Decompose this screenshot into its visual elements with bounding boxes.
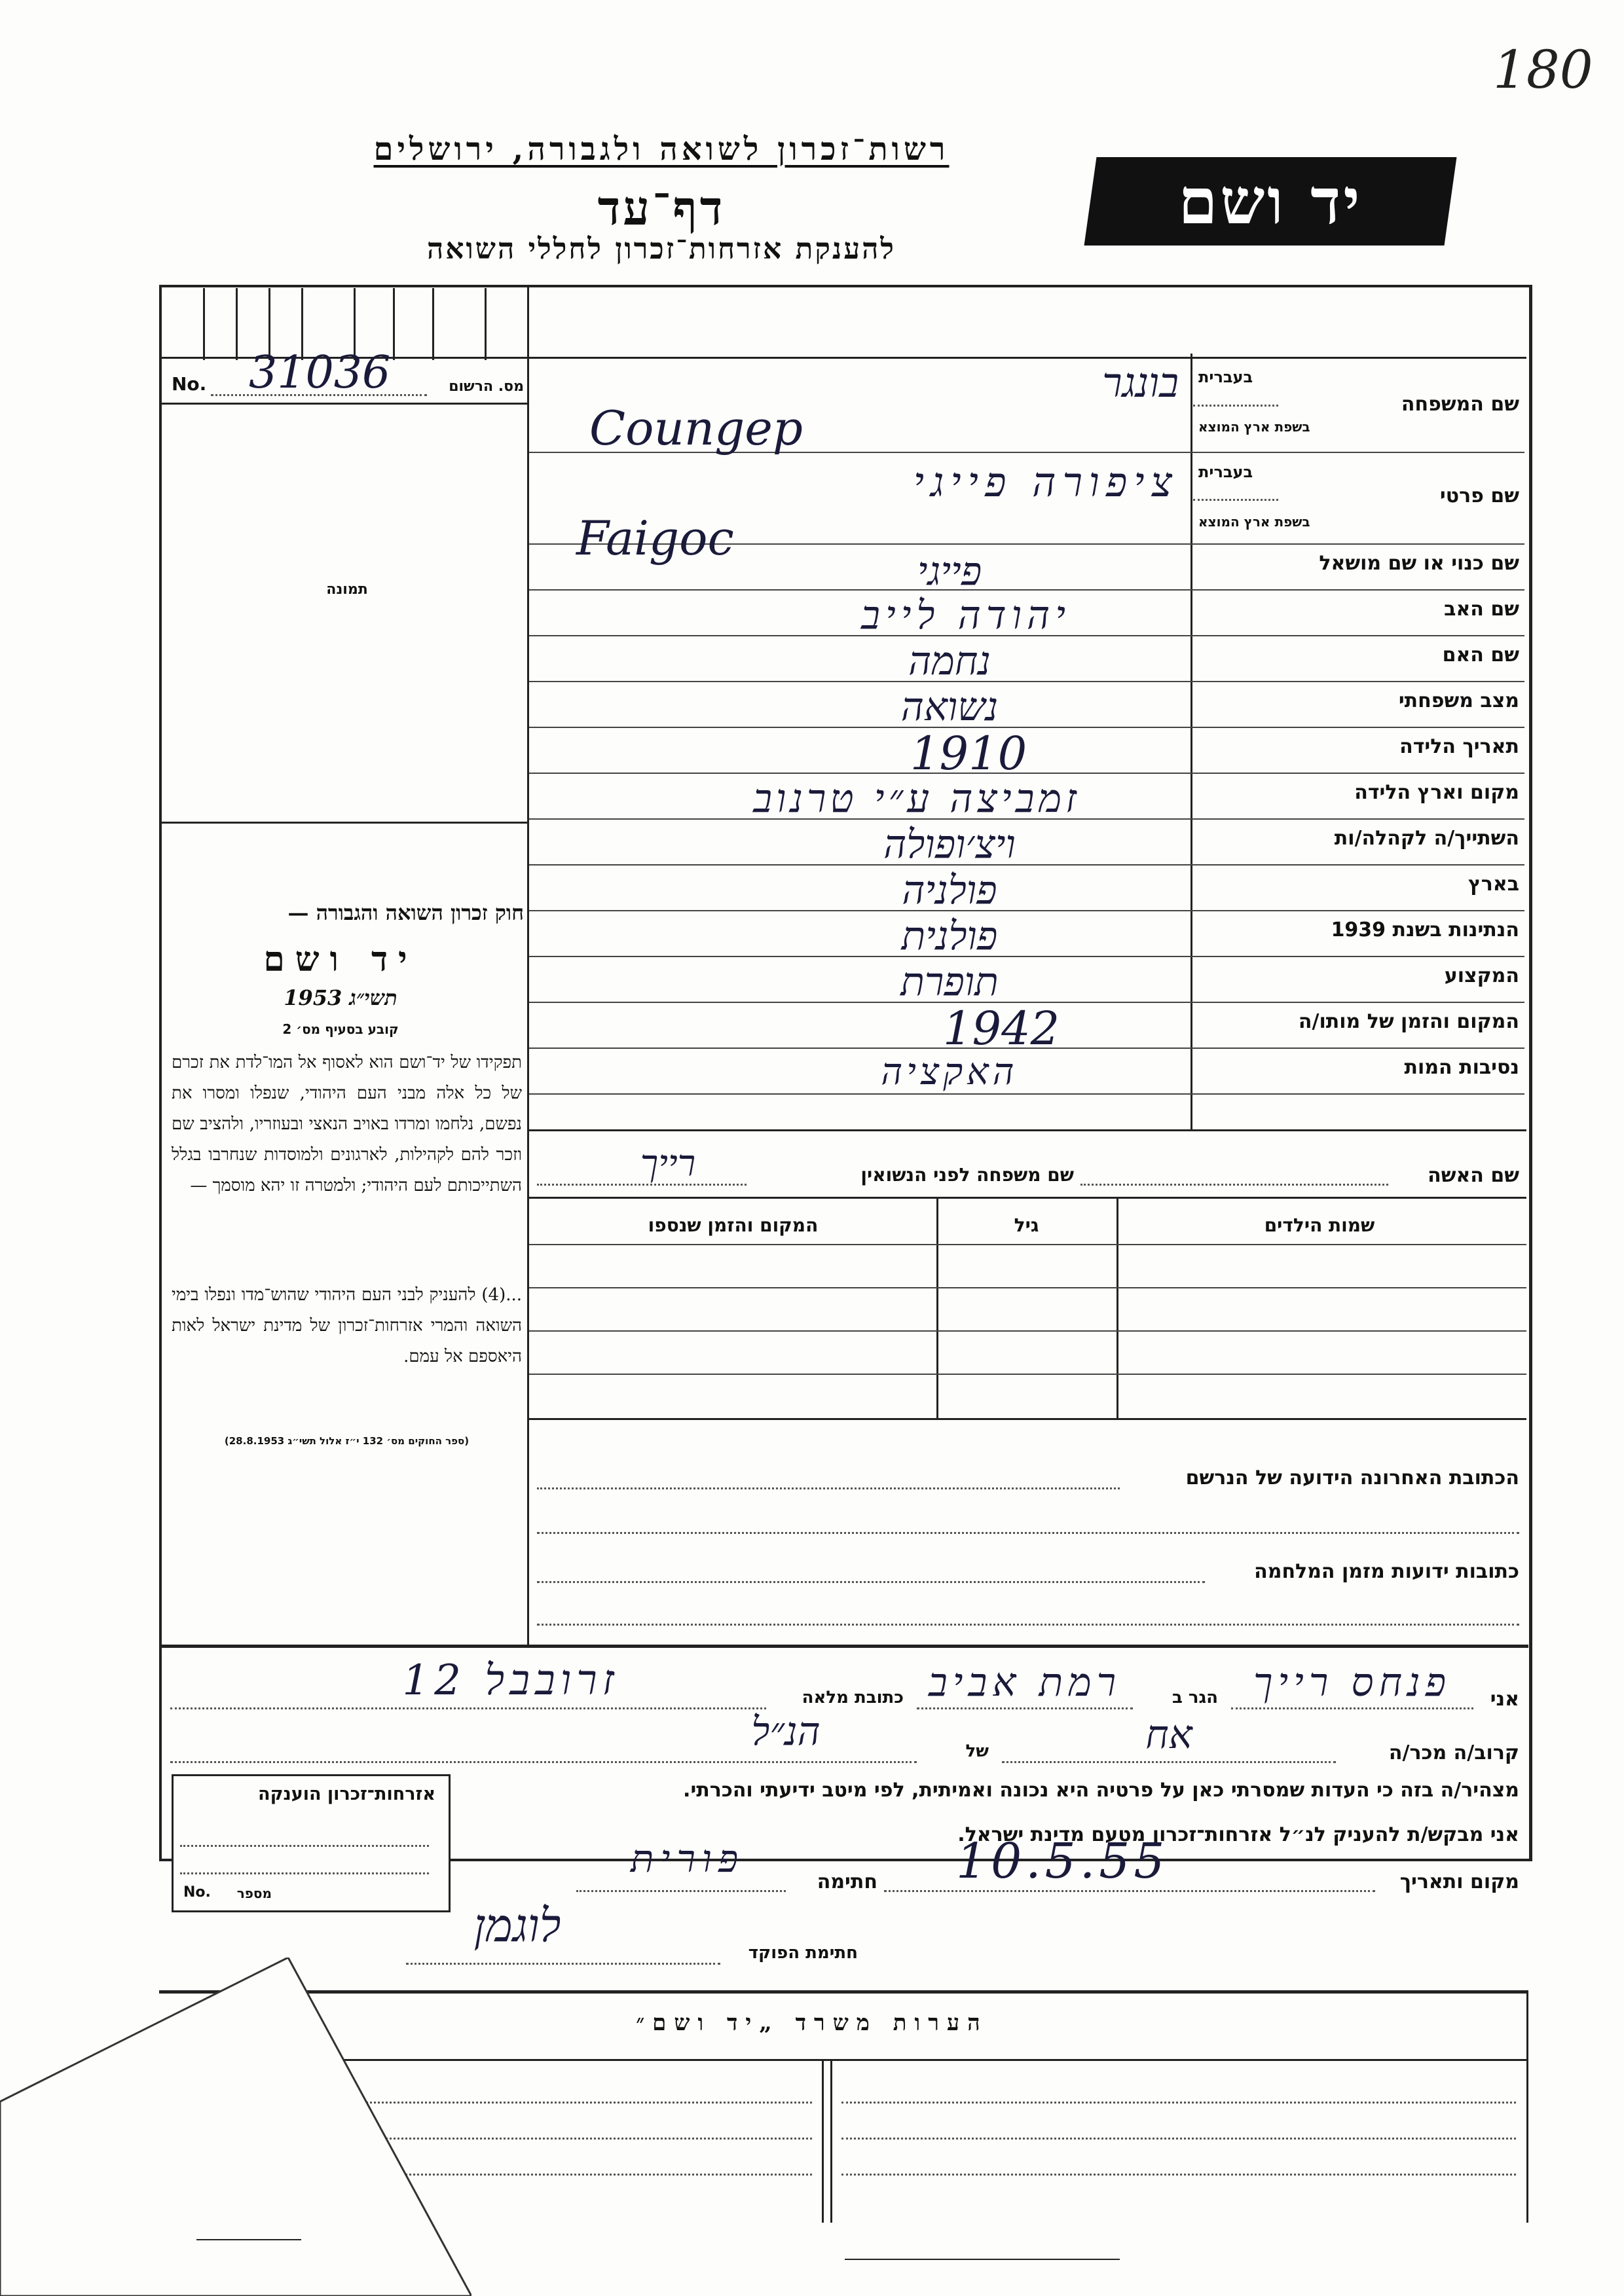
country-label: בארץ [1467, 873, 1519, 896]
surname-hebrew-sublabel: בעברית [1198, 368, 1253, 386]
children-col-divider [1116, 1197, 1118, 1419]
country-value: פולניה [902, 867, 997, 913]
law-paragraph-2: ...(4) להעניק לבני העם היהודי שהוש־מדו ונפלו בימי השואה והמרי אזרחות־זכרון של מדינת ישראל לאות היאספם אל עמם. [172, 1285, 522, 1366]
declarant-signature: פורית [630, 1836, 745, 1881]
children-col-divider [936, 1197, 938, 1419]
logo-text: יד ושם [1178, 164, 1363, 238]
law-year: תשי״ג 1953 [284, 985, 397, 1010]
law-reference: (ספר החוקים מס׳ 132 י״ז אלול תשי״ג 28.8.1953) [224, 1435, 470, 1447]
form-subtitle: להענקת אזרחות־זכרון לחללי השואה [426, 232, 896, 266]
profession-value: תופרת [900, 959, 999, 1005]
wartime-address-line-2 [537, 1624, 1519, 1626]
children-bottom-rule [529, 1418, 1526, 1420]
children-age-header: גיל [1014, 1214, 1039, 1236]
law-clause: קובע בסעיף מס׳ 2 [282, 1021, 399, 1037]
declarant-name: פנחס רייך [1253, 1660, 1452, 1705]
place-date-line [884, 1890, 1375, 1892]
signature-line [576, 1890, 786, 1892]
office-notes-title: הערות משרד „יד ושם״ [636, 2010, 988, 2036]
office-notes-divider [822, 2059, 824, 2223]
nationality-label: הנתינות בשנת 1939 [1331, 919, 1519, 941]
firstname-hebrew-value: ציפורה פייגי [913, 458, 1179, 506]
officer-signature: לוגמן [473, 1899, 561, 1952]
father-name-value: יהודה לייב [861, 592, 1071, 638]
relation-line [1002, 1761, 1336, 1763]
birth-date-label: תאריך הלידה [1399, 735, 1519, 758]
death-place-time-value: 1942 [943, 1002, 1060, 1055]
address-label: כתובת מלאה [802, 1688, 904, 1707]
office-note-line [841, 2102, 1516, 2104]
grid-cell-line [432, 288, 434, 360]
nationality-value: פולנית [901, 913, 998, 959]
relation-label: קרוב/ה מכר/ה [1388, 1741, 1519, 1764]
office-note-line [841, 2138, 1516, 2140]
surname-label: שם המשפחה [1401, 393, 1519, 416]
office-notes-right-edge [1526, 1990, 1528, 2223]
declarant-date: 10.5.55 [956, 1833, 1169, 1889]
citizenship-box-line [180, 1845, 429, 1847]
surname-origin-value: Coungep [589, 401, 803, 456]
declaration-text: מצהיר/ה בזה כי העדות שמסרתי כאן על פרטיה היא נכונה ואמיתית, לפי מיטב ידיעתי והכרתי. [683, 1779, 1519, 1802]
maiden-name-value: רייך [640, 1142, 696, 1185]
nickname-value: פייגי [917, 549, 982, 594]
wife-name-line [1080, 1184, 1388, 1186]
declarant-of-name: הנ״ל [751, 1709, 821, 1755]
maiden-name-label: שם משפחה לפני הנשואין [860, 1164, 1074, 1186]
community-label: השתייך/ה לקהלה/ות [1334, 827, 1519, 850]
grid-cell-line [203, 288, 205, 360]
corner-note: 180 [1493, 39, 1593, 100]
registration-label: מס. הרשום [449, 378, 524, 395]
office-note-line [841, 2174, 1516, 2176]
citizenship-box-line [180, 1872, 429, 1874]
children-names-header: שמות הילדים [1264, 1214, 1375, 1236]
place-date-label: מקום ותאריך [1399, 1870, 1519, 1893]
death-circumstances-label: נסיבות המות [1404, 1056, 1519, 1079]
citizenship-box [172, 1774, 451, 1912]
nickname-label: שם כנוי או שם מושאל [1319, 552, 1519, 575]
declarant-i-label: אני [1490, 1688, 1519, 1711]
law-title: חוק זכרון השואה והגבורה — [287, 900, 524, 925]
mother-name-label: שם האם [1442, 644, 1519, 666]
office-notes-divider [830, 2059, 832, 2223]
wartime-address-label: כתובות ידועות מזמן המלחמה [1254, 1560, 1519, 1583]
registration-rule [159, 403, 529, 405]
children-place-time-header: המקום והזמן שנספו [648, 1214, 819, 1236]
marital-status-label: מצב משפחתי [1398, 689, 1519, 712]
table-row [529, 1330, 1526, 1332]
bottom-mark [845, 2259, 1120, 2260]
of-label: של [965, 1741, 989, 1761]
wartime-address-line [537, 1581, 1205, 1583]
father-name-label: שם האב [1444, 598, 1519, 621]
bottom-mark [196, 2239, 301, 2240]
mother-name-value: נחמה [908, 638, 991, 684]
birth-date-value: 1910 [910, 727, 1027, 780]
community-value: ויצ׳ופולה [883, 822, 1016, 867]
table-row [529, 1374, 1526, 1375]
last-known-address-line [537, 1487, 1120, 1489]
declarant-city: רמת אביב [928, 1660, 1122, 1705]
grid-cell-line [236, 288, 238, 360]
citizenship-box-no-label: No. [183, 1884, 211, 1901]
grid-cell-line [485, 288, 487, 360]
officer-signature-label: חתימת הפוקד [748, 1943, 858, 1963]
profession-label: המקצוע [1444, 964, 1519, 987]
folded-corner [0, 1958, 471, 2296]
firstname-label: שם פרטי [1439, 484, 1519, 507]
birth-place-label: מקום וארץ הלידה [1354, 781, 1519, 804]
fields-bottom-rule [529, 1129, 1526, 1131]
firstname-origin-sublabel: בשפת ארץ המוצא [1198, 514, 1310, 530]
last-known-address-label: הכתובת האחרונה הידועה של הנרשם [1185, 1467, 1519, 1489]
death-circumstances-value: האקציה [881, 1051, 1018, 1093]
table-row [529, 1287, 1526, 1288]
signature-label: חתימה [817, 1870, 877, 1893]
of-line [170, 1761, 917, 1763]
registration-no-label: No. [172, 373, 207, 395]
declarant-name-line [1231, 1707, 1473, 1709]
wife-label: שם האשה [1428, 1164, 1519, 1187]
wife-bottom-rule [529, 1197, 1526, 1199]
birth-place-value: זמביצה ע״י טרנוב [753, 776, 1080, 822]
label-column-divider [1190, 354, 1192, 1129]
declaration-top-rule [159, 1645, 1528, 1648]
photo-bottom-rule [159, 822, 529, 824]
column-divider [527, 285, 529, 1647]
resides-label: הגר ב [1172, 1688, 1218, 1707]
photo-label: תמונה [326, 581, 368, 598]
city-line [917, 1707, 1133, 1709]
request-text: אני מבקש/ת להעניק לנ״ל אזרחות־זכרון מטעם מדינת ישראל. [957, 1823, 1519, 1846]
citizenship-box-title: אזרחות־זכרון הוענקה [258, 1784, 435, 1804]
law-paragraph-1: תפקידו של יד־ושם הוא לאסוף אל המו־לדת את זכרם של כל אלה מבני העם היהודי, שנפלו ומסרו את נפשם, נלחמו ומרדו באויב הנאצי ובעוזריו, ולהציב שם וזכר להם לקהילות, לארגונים ולמוסדות שנחרבו בגלל השתייכותם לעם היהודי; ולמטרה זו יהא מוסמך — [172, 1053, 522, 1195]
last-known-address-line-2 [537, 1532, 1519, 1534]
children-header-rule [529, 1244, 1526, 1245]
marital-status-value: נשואה [900, 684, 999, 730]
surname-hebrew-value: בונגר [1102, 359, 1179, 407]
authority-name: רשות־זכרון לשואה ולגבורה, ירושלים [373, 131, 950, 168]
firstname-hebrew-sublabel: בעברית [1198, 463, 1253, 481]
declarant-address: זרובבל 12 [402, 1656, 619, 1705]
citizenship-box-number-label: מספר [236, 1886, 272, 1901]
death-place-time-label: המקום והזמן של מותו/ה [1298, 1010, 1519, 1033]
grid-cell-line [393, 288, 395, 360]
declarant-relation: אח [1145, 1712, 1192, 1758]
firstname-origin-value: Faigoc [576, 511, 734, 566]
registration-number: 31036 [249, 347, 391, 399]
row-rule [529, 1093, 1524, 1095]
surname-origin-sublabel: בשפת ארץ המוצא [1198, 419, 1310, 435]
law-name: יד ושם [263, 939, 418, 979]
yad-vashem-logo [1084, 157, 1457, 246]
form-title: דף־עד [597, 180, 726, 236]
